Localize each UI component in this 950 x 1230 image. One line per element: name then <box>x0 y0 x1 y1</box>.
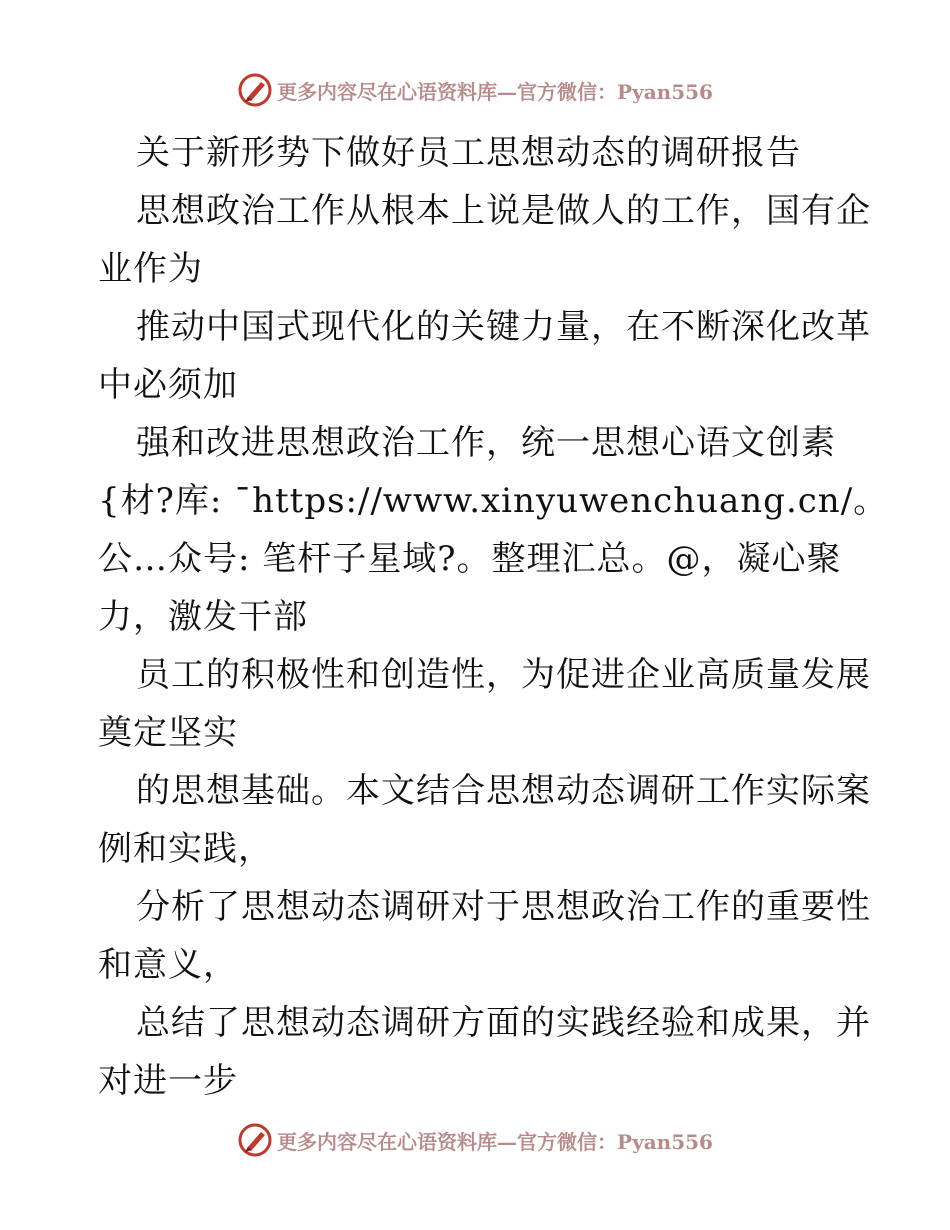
paragraph-line: 分析了思想动态调研对于思想政治工作的重要性 <box>136 887 871 927</box>
paragraph-line: 力，激发干部 <box>98 597 308 637</box>
document-body <box>98 124 889 1110</box>
paragraph-line: 奠定坚实 <box>98 713 238 753</box>
paragraph-line: 中必须加 <box>98 365 238 405</box>
header-watermark <box>0 70 950 110</box>
paragraph-line: 强和改进思想政治工作，统一思想心语文创素 <box>136 423 836 463</box>
paragraph-line: 公…众号: 笔杆子星域?。整理汇总。@，凝心聚 <box>98 539 842 579</box>
document-title: 关于新形势下做好员工思想动态的调研报告 <box>136 133 801 173</box>
paragraph-line: 和意义， <box>98 945 238 985</box>
paragraph-line: 的思想基础。本文结合思想动态调研工作实际案 <box>136 771 871 811</box>
paragraph-line: 对进一步 <box>98 1061 238 1101</box>
paragraph-line: 思想政治工作从根本上说是做人的工作，国有企 <box>136 191 871 231</box>
footer-watermark <box>0 1120 950 1160</box>
watermark-text: 更多内容尽在心语资料库—官方微信：Pyan556 <box>277 1129 713 1154</box>
paragraph-line: 例和实践， <box>98 829 273 869</box>
paragraph-line: 员工的积极性和创造性，为促进企业高质量发展 <box>136 655 871 695</box>
paragraph-line: 总结了思想动态调研方面的实践经验和成果，并 <box>136 1003 871 1043</box>
paragraph-line: 业作为 <box>98 249 203 289</box>
watermark-text: 更多内容尽在心语资料库—官方微信：Pyan556 <box>277 79 713 104</box>
pen-logo-icon <box>237 72 273 108</box>
pen-logo-icon <box>237 1122 273 1158</box>
paragraph-line-url: {材?库: ¯https://www.xinyuwenchuang.cn/。 <box>98 481 889 521</box>
paragraph-line: 推动中国式现代化的关键力量，在不断深化改革 <box>136 307 871 347</box>
